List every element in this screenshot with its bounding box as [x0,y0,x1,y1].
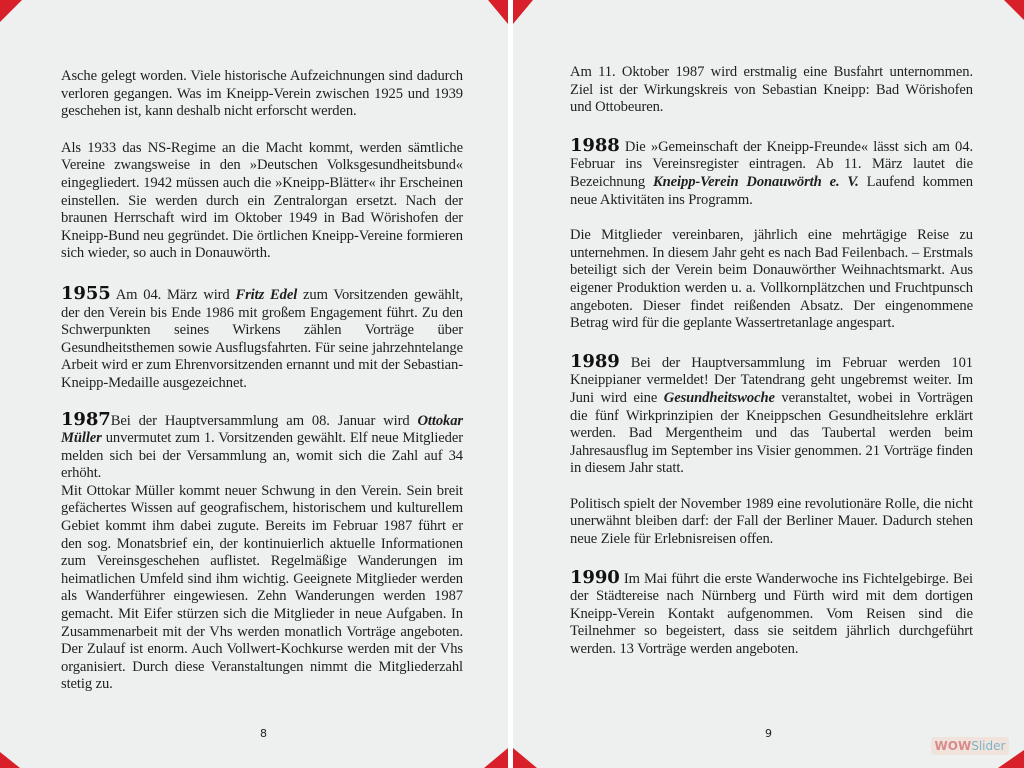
right-text-column [570,64,973,659]
left-text-column [61,68,463,694]
year-heading: 1987 [61,408,111,430]
wowslider-watermark [931,737,1009,755]
paragraph-1988 [570,134,973,209]
paragraph: Am 11. Oktober 1987 wird erstmalig eine Busfahrt unternommen. Ziel ist der Wirkungskreis von Sebastian Kneipp: Bad Wörishofen und Ottobeuren. [570,64,973,116]
corner-decoration [0,0,22,22]
corner-decoration [1004,0,1024,20]
person-name: Fritz Edel [235,286,298,303]
paragraph-text: zum Vorsitzenden gewählt, der den Verein bis Ende 1986 mit großem Engagement führt. Zu den Schwerpunkten seines Wirkens zählen Vorträge über Gesundheitsthemen sowie Ausflugsfahrten. Für seine jahrzehntelange Arbeit wird er zum Ehrenvorsitzenden ernannt und mit der Sebastian-Kneipp-Medaille ausgezeichnet. [61,286,463,391]
year-heading: 1990 [570,566,620,588]
corner-decoration [0,752,20,768]
watermark-part: WOW [934,739,972,753]
paragraph-1989 [570,350,973,478]
page-number: 8 [260,727,267,740]
corner-decoration [488,0,508,24]
paragraph: Die Mitglieder vereinbaren, jährlich eine mehrtägige Reise zu unternehmen. In diesem Jahr geht es nach Bad Feilenbach. – Erstmals beteiligt sich der Verein beim Donauwörther Weihnachtsmarkt. Aus eigener Produktion werden u. a. Vollkornplätzchen und Fruchtpunsch angeboten. Dieser findet reißenden Absatz. Der eingenommene Betrag wird für die geplante Wassertretanlage angespart. [570,227,973,332]
paragraph-text: Laufend kommen neue Aktivitäten ins Programm. [570,173,973,208]
paragraph-text: Die »Gemeinschaft der Kneipp-Freunde« lässt sich am 04. Februar ins Vereinsregister eintragen. Ab 11. März lautet die Bezeichnung [570,138,973,190]
paragraph-text: Bei der Hauptversammlung am 08. Januar wird [110,412,418,429]
paragraph: Mit Ottokar Müller kommt neuer Schwung in den Verein. Sein breit gefächertes Wissen auf geografischem, historischem und kulturellem Gebiet kommt ihm dabei zugute. Bereits im Februar 1987 führt er den sog. Monatsbrief ein, der kontinuierlich aktuelle Informationen zum Vereinsgeschehen auflistet. Regelmäßige Wanderungen im heimatlichen Umfeld sind ihm wichtig. Geeignete Mitglieder werden als Wanderführer eingewiesen. Zehn Wanderungen werden 1987 gemacht. Mit Eifer stürzen sich die Mitglieder in neue Aufgaben. In Zusammenarbeit mit der Vhs werden monatlich Vorträge angeboten. Der Zulauf ist enorm. Auch Vollwert-Kochkurse werden mit der Vhs organisiert. Durch diese Veranstaltungen nimmt die Mitgliederzahl stetig zu. [61,482,463,693]
paragraph: Asche gelegt worden. Viele historische Aufzeichnungen sind dadurch verloren gegangen. Was im Kneipp-Verein zwischen 1925 und 1939 geschehen ist, kann deshalb nicht erforscht werden. [61,68,463,120]
corner-decoration [513,0,533,24]
club-name: Kneipp-Verein Donauwörth e. V. [653,173,859,190]
year-heading: 1988 [570,134,620,156]
event-name: Gesundheitswoche [663,389,775,406]
paragraph-text: veranstaltet, wobei in Vorträgen die fünf Wirkprinzipien der Kneippschen Gesundheitslehre erklärt werden. Bad Mergentheim und das Taubertal werden beim Jahresausflug im September ins Visier genommen. 21 Vorträge finden in diesem Jahr statt. [570,389,973,477]
corner-decoration [513,748,537,768]
paragraph-text: Im Mai führt die erste Wanderwoche ins Fichtelgebirge. Bei der Städtereise nach Nürnberg und Fürth wird mit dem dortigen Kneipp-Verein Kontakt aufgenommen. Vom Reisen sind die Teilnehmer so begeistert, dass sie seitdem jährlich durchgeführt werden. 13 Vorträge werden angeboten. [570,570,973,658]
paragraph: Als 1933 das NS-Regime an die Macht kommt, werden sämtliche Vereine zwangsweise in den »Deutschen Volksgesundheitsbund« eingegliedert. 1942 müssen auch die »Kneipp-Blätter« ihr Erscheinen einstellen. Sie werden durch ein Zentralorgan ersetzt. Nach der braunen Herrschaft wird im Oktober 1949 in Bad Wörishofen der Kneipp-Bund neu gegründet. Die örtlichen Kneipp-Vereine formieren sich wieder, so auch in Donauwörth. [61,139,463,262]
paragraph-1990 [570,566,973,659]
year-heading: 1989 [570,350,620,372]
watermark-part: Slider [971,739,1006,753]
corner-decoration [484,748,508,768]
paragraph-1987 [61,408,463,483]
paragraph-1955 [61,282,463,393]
right-page [513,0,1024,768]
left-page [0,0,508,768]
paragraph: Politisch spielt der November 1989 eine revolutionäre Rolle, die nicht unerwähnt bleiben darf: der Fall der Berliner Mauer. Dadurch stehen neue Ziele für Erlebnisreisen offen. [570,495,973,548]
paragraph-text: unvermutet zum 1. Vorsitzenden gewählt. Elf neue Mitglieder melden sich bei der Versammlung an, womit sich die Zahl auf 34 erhöht. [61,430,463,482]
year-heading: 1955 [61,282,111,304]
page-number: 9 [765,727,772,740]
person-name: Ottokar Müller [61,412,463,447]
paragraph-text: Am 04. März wird [110,286,236,303]
paragraph-text: Bei der Hauptversammlung im Februar werden 101 Kneippianer vermeldet! Der Tatendrang geht ungebremst weiter. Im Juni wird eine [570,354,973,406]
